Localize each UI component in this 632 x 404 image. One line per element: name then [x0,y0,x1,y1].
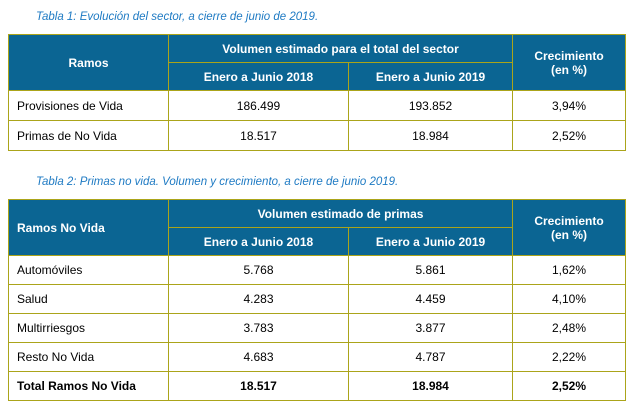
table-row [9,91,626,121]
table-row [9,256,626,285]
table1-header-ramos: Ramos [9,35,169,91]
table2-header-volumen: Volumen estimado de primas [169,200,513,228]
value-2018: 5.768 [169,256,349,285]
growth-value: 2,52% [513,121,626,151]
table2-header-2019: Enero a Junio 2019 [349,228,513,256]
row-label: Primas de No Vida [9,121,169,151]
value-2019: 4.787 [349,343,513,372]
growth-value: 2,48% [513,314,626,343]
header-line-1: Crecimiento [534,48,604,63]
table-row [9,343,626,372]
value-2018: 3.783 [169,314,349,343]
value-2019: 193.852 [349,91,513,121]
table-row [9,314,626,343]
value-2018: 4.683 [169,343,349,372]
value-2019: 4.459 [349,285,513,314]
value-2019: 5.861 [349,256,513,285]
table2-header-ramos: Ramos No Vida [9,200,169,256]
table2-header-2018: Enero a Junio 2018 [169,228,349,256]
row-label: Resto No Vida [9,343,169,372]
table1 [8,34,626,151]
growth-value: 2,52% [513,372,626,401]
table2 [8,199,626,401]
row-label: Automóviles [9,256,169,285]
table2-header-row-top [9,200,626,228]
table-row [9,121,626,151]
value-2019: 18.984 [349,372,513,401]
table1-caption: Tabla 1: Evolución del sector, a cierre de junio de 2019. [36,11,319,23]
table1-header-crecimiento [513,35,626,91]
row-label: Provisiones de Vida [9,91,169,121]
header-line-2: (en %) [551,62,588,77]
header-line-2: (en %) [551,227,588,242]
table2-header-crecimiento [513,200,626,256]
growth-value: 3,94% [513,91,626,121]
row-label: Total Ramos No Vida [9,372,169,401]
row-label: Multirriesgos [9,314,169,343]
header-line-1: Crecimiento [534,213,604,228]
growth-value: 1,62% [513,256,626,285]
table2-caption: Tabla 2: Primas no vida. Volumen y crecimiento, a cierre de junio 2019. [36,176,399,188]
table1-header-volumen: Volumen estimado para el total del sector [169,35,513,63]
table-total-row [9,372,626,401]
value-2018: 18.517 [169,372,349,401]
value-2018: 18.517 [169,121,349,151]
table1-header-row-top [9,35,626,63]
growth-value: 4,10% [513,285,626,314]
value-2018: 186.499 [169,91,349,121]
growth-value: 2,22% [513,343,626,372]
value-2019: 3.877 [349,314,513,343]
value-2019: 18.984 [349,121,513,151]
table1-header-2019: Enero a Junio 2019 [349,63,513,91]
row-label: Salud [9,285,169,314]
table1-header-2018: Enero a Junio 2018 [169,63,349,91]
value-2018: 4.283 [169,285,349,314]
table-row [9,285,626,314]
